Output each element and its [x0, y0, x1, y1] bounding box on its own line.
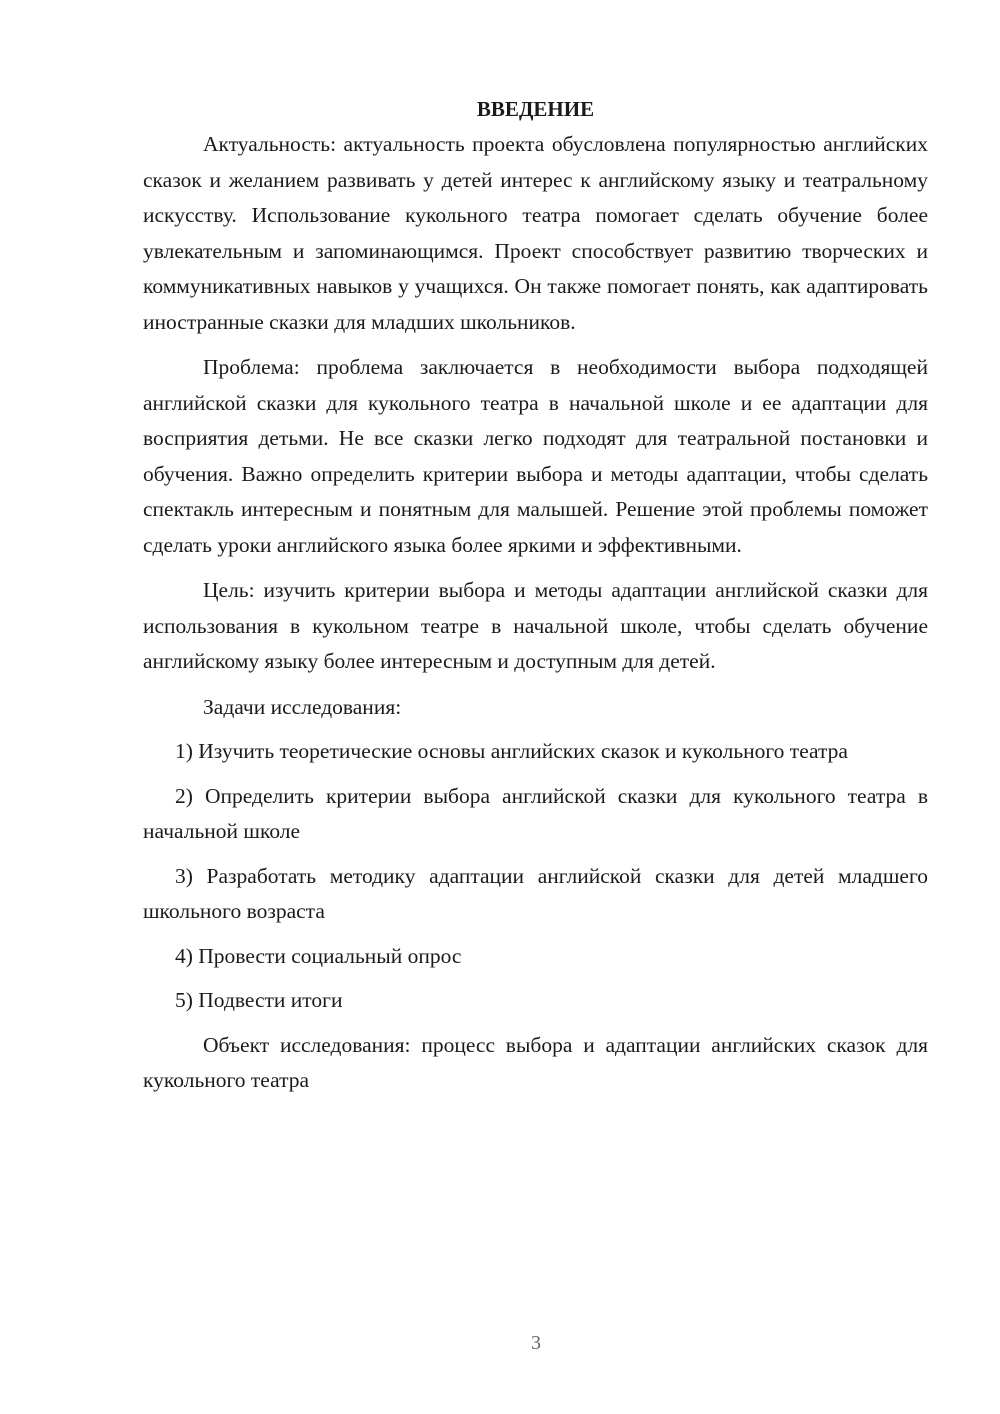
section-heading: ВВЕДЕНИЕ	[476, 97, 595, 121]
page-number: 3	[531, 1332, 541, 1354]
goal-paragraph: Цель: изучить критерии выбора и методы адаптации английской сказки для использования в кукольном театре в начальной школе, чтобы сделать обучение английскому языку более интересным и доступным для детей.	[143, 578, 928, 673]
task-item-1: 1) Изучить теоретические основы английских сказок и кукольного театра	[175, 739, 848, 763]
task-item-4: 4) Провести социальный опрос	[175, 943, 462, 968]
object-paragraph: Объект исследования: процесс выбора и адаптации английских сказок для кукольного театра	[143, 1032, 928, 1092]
relevance-paragraph: Актуальность: актуальность проекта обусловлена популярностью английских сказок и желанием развивать у детей интерес к английскому языку и театральному искусству. Использование кукольного театра помогает сделать обучение более увлекательным и запоминающимся. Проект способствует развитию творческих и коммуникативных навыков у учащихся. Он также помогает понять, как адаптировать иностранные сказки для младших школьников.	[143, 132, 928, 334]
tasks-heading: Задачи исследования:	[203, 694, 402, 719]
task-item-2: 2) Определить критерии выбора английской сказки для кукольного театра в начальной школе	[143, 783, 928, 843]
page-content	[143, 92, 928, 1109]
problem-paragraph: Проблема: проблема заключается в необходимости выбора подходящей английской сказки для кукольного театра в начальной школе и ее адаптации для восприятия детьми. Не все сказки легко подходят для театральной постановки и обучения. Важно определить критерии выбора и методы адаптации, чтобы сделать спектакль интересным и понятным для малышей. Решение этой проблемы поможет сделать уроки английского языка более яркими и эффективными.	[143, 355, 928, 557]
task-item-3: 3) Разработать методику адаптации английской сказки для детей младшего школьного возраста	[143, 863, 928, 923]
task-item-5: 5) Подвести итоги	[175, 988, 343, 1012]
